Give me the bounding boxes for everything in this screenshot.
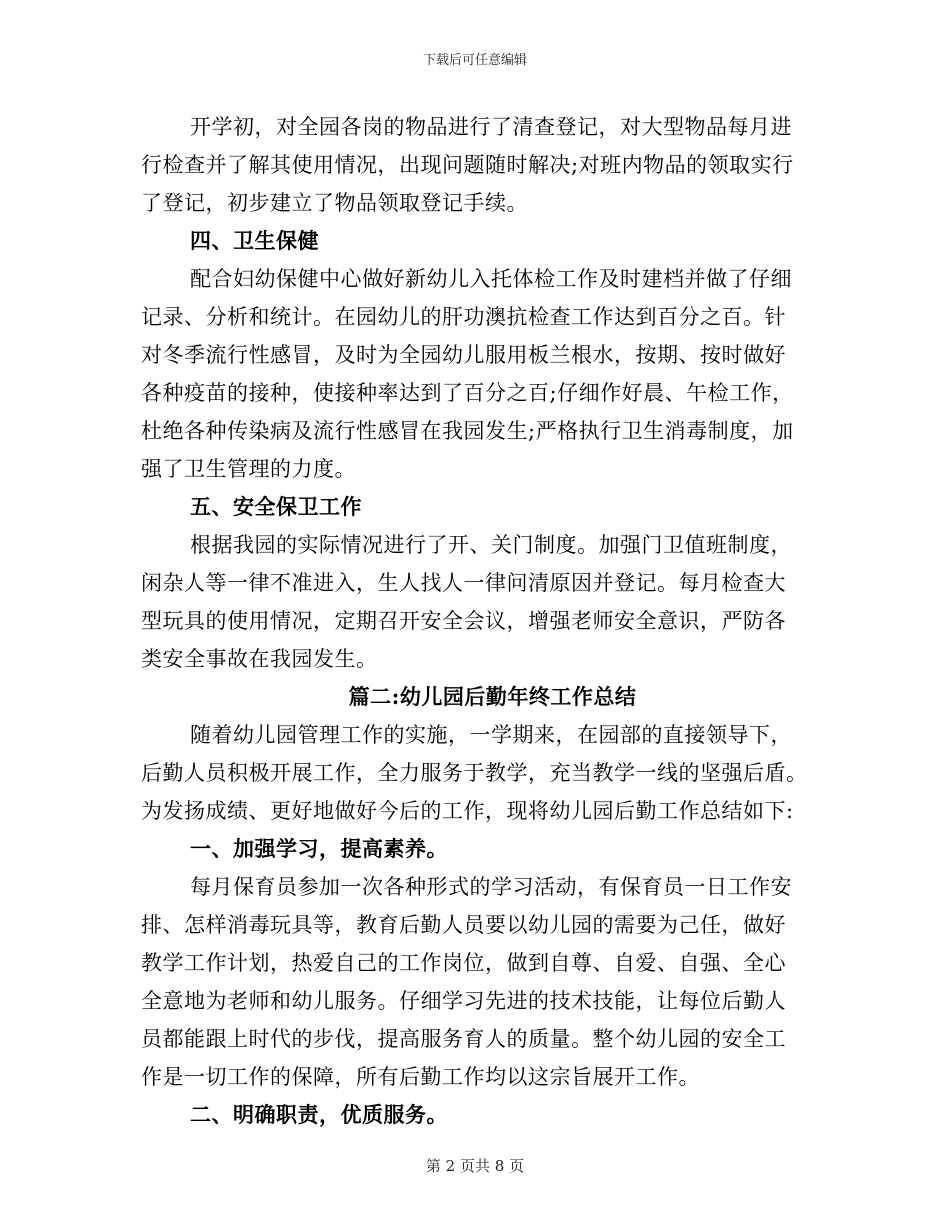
paragraph-line: 随着幼儿园管理工作的实施，一学期来，在园部的直接领导下， xyxy=(190,723,792,747)
page-header: 下载后可任意编辑 xyxy=(422,53,527,68)
section-heading: 一、加强学习，提高素养。 xyxy=(190,836,448,861)
paragraph-line: 为发扬成绩、更好地做好今后的工作，现将幼儿园后勤工作总结如下: xyxy=(141,799,794,823)
page-number: 第 2 页共 8 页 xyxy=(425,1157,525,1175)
paragraph-line: 每月保育员参加一次各种形式的学习活动，有保育员一日工作安 xyxy=(190,875,792,899)
paragraph-line: 各种疫苗的接种，使接种率达到了百分之百;仔细作好晨、午检工作， xyxy=(141,381,794,405)
paragraph-line: 配合妇幼保健中心做好新幼儿入托体检工作及时建档并做了仔细 xyxy=(190,267,792,291)
section-heading: 二、明确职责，优质服务。 xyxy=(190,1102,448,1127)
paragraph-line: 对冬季流行性感冒，及时为全园幼儿服用板兰根水，按期、按时做好 xyxy=(141,343,786,367)
section-heading: 五、安全保卫工作 xyxy=(190,494,362,519)
paragraph-line: 记录、分析和统计。在园幼儿的肝功澳抗检查工作达到百分之百。针 xyxy=(141,305,786,329)
paragraph-line: 杜绝各种传染病及流行性感冒在我园发生;严格执行卫生消毒制度，加 xyxy=(141,419,794,443)
paragraph-line: 教学工作计划，热爱自己的工作岗位，做到自尊、自爱、自强、全心 xyxy=(141,951,786,975)
paragraph-line: 后勤人员积极开展工作，全力服务于教学，充当教学一线的坚强后盾。 xyxy=(141,761,808,785)
paragraph-line: 开学初，对全园各岗的物品进行了清查登记，对大型物品每月进 xyxy=(190,115,792,139)
paragraph-line: 了登记，初步建立了物品领取登记手续。 xyxy=(141,191,528,215)
paragraph-line: 型玩具的使用情况，定期召开安全会议，增强老师安全意识，严防各 xyxy=(141,609,786,633)
paragraph-line: 闲杂人等一律不准进入，生人找人一律问清原因并登记。每月检查大 xyxy=(141,571,786,595)
section-heading: 四、卫生保健 xyxy=(190,228,319,253)
paragraph-line: 排、怎样消毒玩具等，教育后勤人员要以幼儿园的需要为己任，做好 xyxy=(141,913,786,937)
paragraph-line: 行检查并了解其使用情况，出现问题随时解决;对班内物品的领取实行 xyxy=(141,153,794,177)
paragraph-line: 根据我园的实际情况进行了开、关门制度。加强门卫值班制度， xyxy=(190,533,792,557)
paragraph-line: 作是一切工作的保障，所有后勤工作均以这宗旨展开工作。 xyxy=(141,1065,700,1089)
article-title: 篇二:幼儿园后勤年终工作总结 xyxy=(348,684,637,709)
paragraph-line: 类安全事故在我园发生。 xyxy=(141,647,378,671)
paragraph-line: 员都能跟上时代的步伐，提高服务育人的质量。整个幼儿园的安全工 xyxy=(141,1027,786,1051)
paragraph-line: 强了卫生管理的力度。 xyxy=(141,457,356,481)
document-body xyxy=(141,108,821,1134)
paragraph-line: 全意地为老师和幼儿服务。仔细学习先进的技术技能，让每位后勤人 xyxy=(141,989,786,1013)
